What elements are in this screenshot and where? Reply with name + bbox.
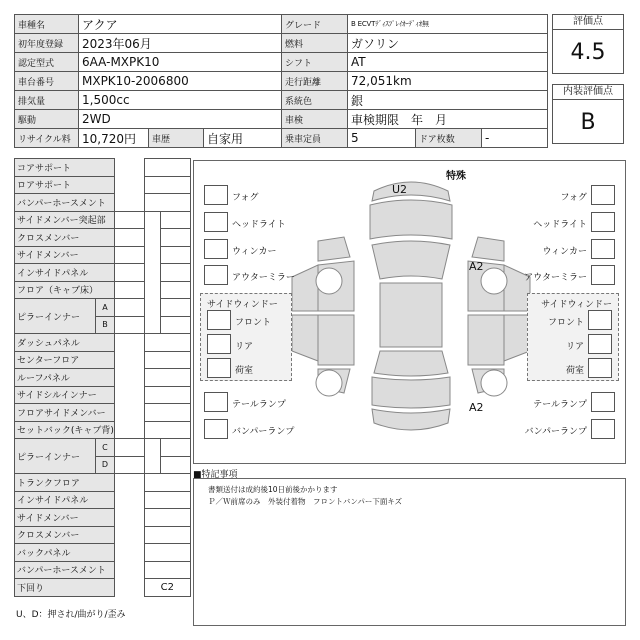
spacer [114,176,144,194]
part-check-left[interactable] [114,281,144,299]
side-window-left-front-checkbox[interactable] [207,310,231,330]
recycle-label: リサイクル料 [15,129,79,148]
shift-label: シフト [282,53,348,72]
tail-lamp-right-checkbox[interactable] [591,392,615,412]
tail-lamp-right-label: テールランプ [533,400,587,410]
part-check[interactable] [144,194,190,212]
part-name: コアサポート [15,159,115,177]
damage-mark-right-fender: A2 [469,260,484,273]
headlight-right-checkbox[interactable] [591,212,615,232]
history-label: 車歴 [149,129,204,148]
part-check-right[interactable] [160,229,190,247]
outer-mirror-left-checkbox[interactable] [204,265,228,285]
left-fender-shape [318,237,350,261]
spacer [114,491,144,509]
spacer [114,369,144,387]
part-check[interactable] [144,351,190,369]
part-check[interactable] [144,176,190,194]
parts-row [15,579,191,597]
pillar-sub-label: D [96,456,115,474]
part-check-right[interactable] [160,456,190,474]
headlight-left-checkbox[interactable] [204,212,228,232]
recycle: 10,720円 [79,129,149,148]
first-reg-label: 初年度登録 [15,34,79,53]
notes-box [193,478,626,626]
part-name: サイドシルインナー [15,386,115,404]
part-check[interactable] [144,491,190,509]
parts-row [15,386,191,404]
parts-row [15,526,191,544]
part-check[interactable] [144,421,190,439]
history: 自家用 [204,129,282,148]
grade: B ECVTﾃﾞｨｽﾌﾟﾚｲｵｰﾃﾞｨｵ無 [348,15,548,34]
rear-glass-shape [374,351,448,376]
part-name: フロア（キャブ床） [15,281,115,299]
part-name: セットバック(キャブ背) [15,421,115,439]
windshield-shape [372,241,450,279]
car-name: アクア [79,15,282,34]
doors: - [482,129,548,148]
parts-row [15,246,191,264]
parts-row [15,474,191,492]
part-name: バンパーホースメント [15,194,115,212]
bumper-lamp-left-checkbox[interactable] [204,419,228,439]
part-name: ダッシュパネル [15,334,115,352]
spacer [144,229,160,247]
part-name: 下回り [15,579,115,597]
frame-parts-table [14,158,191,597]
parts-row [15,369,191,387]
part-check-right[interactable] [160,299,190,317]
part-name: サイドメンバー [15,509,115,527]
color-label: 系統色 [282,91,348,110]
right-rear-door-glass-shape [468,315,504,365]
part-check[interactable] [144,404,190,422]
part-check-left[interactable] [114,229,144,247]
rear-bumper-shape [372,409,450,430]
spacer [144,439,160,457]
spacer [114,544,144,562]
side-window-left-cargo-checkbox[interactable] [207,358,231,378]
left-rear-door-shape [292,315,318,361]
parts-row [15,561,191,579]
side-window-right-group [527,293,619,381]
outer-mirror-right-label: アウターミラー [524,273,587,283]
part-name: ピラーインナー [15,299,96,334]
parts-row [15,491,191,509]
part-check-right[interactable] [160,316,190,334]
side-window-left-group [200,293,292,381]
part-check[interactable] [144,369,190,387]
fuel: ガソリン [348,34,548,53]
part-name: バックパネル [15,544,115,562]
damage-mark-hood: U2 [392,183,408,196]
part-name: フロアサイドメンバー [15,404,115,422]
special-title: 特殊 [446,171,466,182]
part-name: インサイドパネル [15,264,115,282]
trunk-shape [372,377,450,408]
part-name: トランクフロア [15,474,115,492]
right-rear-wheel [481,370,507,396]
part-check[interactable] [144,509,190,527]
side-window-right-label: サイドウィンドー [541,300,612,310]
spacer [114,404,144,422]
side-window-right-rear-label: リア [565,342,584,352]
part-check-left[interactable] [114,456,144,474]
part-check-left[interactable] [114,246,144,264]
part-check-left[interactable] [114,299,144,317]
part-name: サイドメンバー突起部 [15,211,115,229]
spacer [114,334,144,352]
part-check-left[interactable] [114,211,144,229]
chassis: MXPK10-2006800 [79,72,282,91]
front-bumper-shape [372,182,450,201]
chassis-label: 車台番号 [15,72,79,91]
shift: AT [348,53,548,72]
fog-left-checkbox[interactable] [204,185,228,205]
drive: 2WD [79,110,282,129]
drive-label: 駆動 [15,110,79,129]
side-window-right-cargo-checkbox[interactable] [588,358,612,378]
grade-label: グレード [282,15,348,34]
spacer [114,351,144,369]
part-check[interactable] [144,544,190,562]
fog-left-label: フォグ [232,193,259,203]
spacer [144,246,160,264]
part-check-right[interactable] [160,264,190,282]
spacer [114,509,144,527]
side-window-right-front-checkbox[interactable] [588,310,612,330]
car-name-label: 車種名 [15,15,79,34]
spacer [114,421,144,439]
interior-score-value: B [552,99,624,144]
left-front-wheel [316,268,342,294]
part-check-left[interactable] [114,439,144,457]
part-check[interactable] [144,386,190,404]
bumper-lamp-right-checkbox[interactable] [591,419,615,439]
spacer [114,474,144,492]
notes-title: ■特記事項 [193,470,238,480]
tail-lamp-left-checkbox[interactable] [204,392,228,412]
score-label: 評価点 [552,14,624,30]
winker-right-label: ウィンカー [542,247,587,257]
side-window-left-cargo-label: 荷室 [235,366,254,376]
vehicle-info-table [14,14,548,148]
part-name: インサイドパネル [15,491,115,509]
inspection-label: 車検 [282,110,348,129]
winker-left-label: ウィンカー [232,247,277,257]
bumper-lamp-left-label: バンパーランプ [232,427,295,437]
capacity: 5 [348,129,416,148]
fog-right-label: フォグ [560,193,587,203]
spacer [114,561,144,579]
inspection: 車検期限 年 月 [348,110,548,129]
parts-row [15,176,191,194]
headlight-right-label: ヘッドライト [533,220,587,230]
pillar-sub-label: B [96,316,115,334]
part-name: ピラーインナー [15,439,96,474]
damage-mark-right-rear: A2 [469,401,484,414]
side-window-right-rear-checkbox[interactable] [588,334,612,354]
spacer [114,194,144,212]
color: 銀 [348,91,548,110]
parts-row [15,229,191,247]
part-name: クロスメンバー [15,526,115,544]
parts-row [15,159,191,177]
tail-lamp-left-label: テールランプ [232,400,286,410]
right-front-wheel [481,268,507,294]
spacer [144,299,160,317]
part-check-right[interactable] [160,211,190,229]
parts-row [15,281,191,299]
part-check[interactable]: C2 [144,579,190,597]
roof-shape [380,283,442,347]
part-check-right[interactable] [160,246,190,264]
bumper-lamp-right-label: バンパーランプ [524,427,587,437]
outer-mirror-right-checkbox[interactable] [591,265,615,285]
part-check[interactable] [144,526,190,544]
part-check[interactable] [144,474,190,492]
headlight-left-label: ヘッドライト [232,220,286,230]
part-name: ルーフパネル [15,369,115,387]
spacer [114,159,144,177]
spacer [144,316,160,334]
notes-line-2: Ｐ／Ｗ前席のみ 外装付着物 フロントバンパー下面キズ [208,497,403,506]
notes-line-1: 書類送付は成約後10日前後かかります [208,485,338,494]
parts-row [15,351,191,369]
side-window-left-rear-label: リア [235,342,254,352]
spacer [114,526,144,544]
parts-row [15,509,191,527]
side-window-left-label: サイドウィンドー [207,300,278,310]
part-name: センターフロア [15,351,115,369]
side-window-right-cargo-label: 荷室 [565,366,584,376]
winker-right-checkbox[interactable] [591,239,615,259]
pillar-sub-label: C [96,439,115,457]
side-window-left-rear-checkbox[interactable] [207,334,231,354]
parts-row [15,194,191,212]
side-window-right-front-label: フロント [547,318,584,328]
parts-row [15,404,191,422]
side-window-left-front-label: フロント [235,318,272,328]
parts-row [15,299,191,317]
parts-row [15,421,191,439]
part-name: ロアサポート [15,176,115,194]
part-check[interactable] [144,159,190,177]
parts-row [15,211,191,229]
left-front-door-shape [292,265,318,311]
fuel-label: 燃料 [282,34,348,53]
pillar-sub-label: A [96,299,115,317]
part-name: バンパーホースメント [15,561,115,579]
doors-label: ドア枚数 [416,129,482,148]
mileage-label: 走行距離 [282,72,348,91]
part-check-left[interactable] [114,316,144,334]
part-name: サイドメンバー [15,246,115,264]
parts-row [15,439,191,457]
hood-shape [370,200,452,239]
fog-right-checkbox[interactable] [591,185,615,205]
displacement: 1,500cc [79,91,282,110]
car-diagram [193,160,626,464]
part-check-left[interactable] [114,264,144,282]
left-rear-wheel [316,370,342,396]
winker-left-checkbox[interactable] [204,239,228,259]
part-check-right[interactable] [160,281,190,299]
left-rear-door-glass-shape [318,315,354,365]
spacer [144,456,160,474]
displacement-label: 排気量 [15,91,79,110]
outer-mirror-left-label: アウターミラー [232,273,295,283]
model-label: 認定型式 [15,53,79,72]
spacer [114,579,144,597]
interior-score-label: 内装評価点 [552,84,624,100]
part-name: クロスメンバー [15,229,115,247]
part-check-right[interactable] [160,439,190,457]
score-value: 4.5 [552,29,624,74]
spacer [144,211,160,229]
part-check[interactable] [144,334,190,352]
legend-text: U、D：押され/曲がり/歪み [16,610,126,620]
spacer [144,264,160,282]
spacer [114,386,144,404]
model: 6AA-MXPK10 [79,53,282,72]
parts-row [15,334,191,352]
mileage: 72,051km [348,72,548,91]
capacity-label: 乗車定員 [282,129,348,148]
parts-row [15,264,191,282]
parts-row [15,544,191,562]
part-check[interactable] [144,561,190,579]
spacer [144,281,160,299]
right-fender-shape [472,237,504,261]
first-reg: 2023年06月 [79,34,282,53]
